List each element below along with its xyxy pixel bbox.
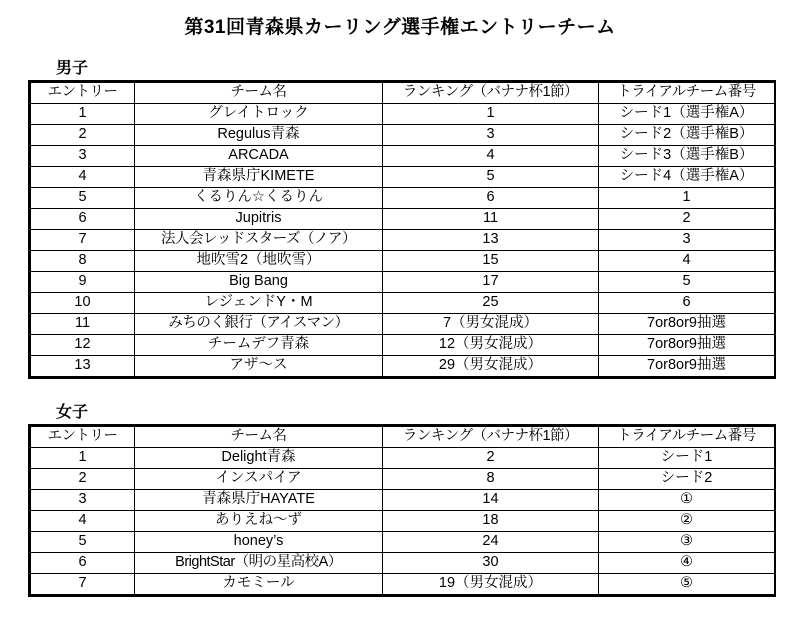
- cell-trial: 6: [599, 293, 775, 314]
- table-row: [31, 469, 775, 490]
- cell-entry: 6: [31, 553, 135, 574]
- cell-ranking: 18: [383, 511, 599, 532]
- cell-trial: ③: [599, 532, 775, 553]
- cell-team: 法人会レッドスターズ（ノア）: [135, 230, 383, 251]
- cell-team: グレイトロック: [135, 104, 383, 125]
- cell-ranking: 5: [383, 167, 599, 188]
- cell-ranking: 15: [383, 251, 599, 272]
- cell-trial: 4: [599, 251, 775, 272]
- cell-entry: 8: [31, 251, 135, 272]
- cell-trial: 5: [599, 272, 775, 293]
- cell-team: アザ〜ス: [135, 356, 383, 377]
- cell-trial: シード4（選手権A）: [599, 167, 775, 188]
- cell-entry: 6: [31, 209, 135, 230]
- cell-team: チームデフ青森: [135, 335, 383, 356]
- table-row: [31, 293, 775, 314]
- table-row: [31, 448, 775, 469]
- table-row: [31, 188, 775, 209]
- cell-trial: シード1: [599, 448, 775, 469]
- cell-trial: シード2: [599, 469, 775, 490]
- cell-entry: 7: [31, 230, 135, 251]
- cell-trial: ①: [599, 490, 775, 511]
- cell-team: ARCADA: [135, 146, 383, 167]
- table-row: [31, 335, 775, 356]
- table-row: [31, 146, 775, 167]
- column-header-team: チーム名: [135, 427, 383, 448]
- table-row: [31, 209, 775, 230]
- cell-entry: 1: [31, 448, 135, 469]
- cell-team: 青森県庁HAYATE: [135, 490, 383, 511]
- cell-ranking: 4: [383, 146, 599, 167]
- women-table-frame: [28, 424, 776, 597]
- cell-team: 地吹雪2（地吹雪）: [135, 251, 383, 272]
- column-header-entry: エントリー: [31, 427, 135, 448]
- cell-trial: ②: [599, 511, 775, 532]
- cell-entry: 13: [31, 356, 135, 377]
- cell-ranking: 24: [383, 532, 599, 553]
- cell-team: Regulus青森: [135, 125, 383, 146]
- cell-trial: シード1（選手権A）: [599, 104, 775, 125]
- cell-team: honey’s: [135, 532, 383, 553]
- section-men: [28, 55, 772, 379]
- cell-ranking: 25: [383, 293, 599, 314]
- column-header-ranking: ランキング（バナナ杯1節）: [383, 427, 599, 448]
- table-row: [31, 553, 775, 574]
- cell-ranking: 17: [383, 272, 599, 293]
- cell-entry: 1: [31, 104, 135, 125]
- cell-team: インスパイア: [135, 469, 383, 490]
- cell-ranking: 3: [383, 125, 599, 146]
- cell-team: 青森県庁KIMETE: [135, 167, 383, 188]
- table-row: [31, 356, 775, 377]
- cell-trial: ⑤: [599, 574, 775, 595]
- cell-ranking: 30: [383, 553, 599, 574]
- cell-trial: ④: [599, 553, 775, 574]
- column-header-entry: エントリー: [31, 83, 135, 104]
- cell-team: くるりん☆くるりん: [135, 188, 383, 209]
- cell-ranking: 7（男女混成）: [383, 314, 599, 335]
- cell-team: カモミール: [135, 574, 383, 595]
- table-header-row: [31, 427, 775, 448]
- cell-entry: 5: [31, 188, 135, 209]
- cell-entry: 11: [31, 314, 135, 335]
- cell-trial: シード3（選手権B）: [599, 146, 775, 167]
- cell-ranking: 1: [383, 104, 599, 125]
- table-row: [31, 532, 775, 553]
- cell-entry: 7: [31, 574, 135, 595]
- cell-team: レジェンドY・M: [135, 293, 383, 314]
- table-row: [31, 490, 775, 511]
- cell-team: BrightStar（明の星高校A）: [135, 553, 383, 574]
- cell-ranking: 19（男女混成）: [383, 574, 599, 595]
- cell-team: みちのく銀行（アイスマン）: [135, 314, 383, 335]
- cell-team: ありえね〜ず: [135, 511, 383, 532]
- column-header-ranking: ランキング（バナナ杯1節）: [383, 83, 599, 104]
- cell-ranking: 8: [383, 469, 599, 490]
- cell-ranking: 12（男女混成）: [383, 335, 599, 356]
- column-header-trial: トライアルチーム番号: [599, 427, 775, 448]
- cell-ranking: 14: [383, 490, 599, 511]
- cell-ranking: 13: [383, 230, 599, 251]
- cell-trial: 7or8or9抽選: [599, 314, 775, 335]
- cell-ranking: 29（男女混成）: [383, 356, 599, 377]
- cell-trial: 7or8or9抽選: [599, 356, 775, 377]
- cell-entry: 2: [31, 469, 135, 490]
- column-header-trial: トライアルチーム番号: [599, 83, 775, 104]
- cell-trial: 1: [599, 188, 775, 209]
- page-title: 第31回青森県カーリング選手権エントリーチーム: [184, 17, 616, 38]
- table-header-row: [31, 83, 775, 104]
- cell-entry: 10: [31, 293, 135, 314]
- cell-ranking: 2: [383, 448, 599, 469]
- section-women: [28, 399, 772, 597]
- cell-entry: 12: [31, 335, 135, 356]
- cell-ranking: 6: [383, 188, 599, 209]
- column-header-team: チーム名: [135, 83, 383, 104]
- cell-trial: シード2（選手権B）: [599, 125, 775, 146]
- women-entry-table: [30, 426, 775, 595]
- cell-trial: 7or8or9抽選: [599, 335, 775, 356]
- cell-team: Big Bang: [135, 272, 383, 293]
- cell-entry: 9: [31, 272, 135, 293]
- table-row: [31, 574, 775, 595]
- cell-team: Jupitris: [135, 209, 383, 230]
- table-row: [31, 167, 775, 188]
- cell-entry: 3: [31, 146, 135, 167]
- cell-trial: 2: [599, 209, 775, 230]
- cell-entry: 4: [31, 511, 135, 532]
- men-table-frame: [28, 80, 776, 379]
- table-row: [31, 272, 775, 293]
- cell-ranking: 11: [383, 209, 599, 230]
- cell-entry: 5: [31, 532, 135, 553]
- men-entry-table: [30, 82, 775, 377]
- table-row: [31, 230, 775, 251]
- cell-trial: 3: [599, 230, 775, 251]
- table-row: [31, 104, 775, 125]
- cell-team: Delight青森: [135, 448, 383, 469]
- cell-entry: 4: [31, 167, 135, 188]
- cell-entry: 2: [31, 125, 135, 146]
- section-label-men: 男子: [56, 60, 89, 77]
- table-row: [31, 251, 775, 272]
- table-row: [31, 125, 775, 146]
- cell-entry: 3: [31, 490, 135, 511]
- table-row: [31, 314, 775, 335]
- table-row: [31, 511, 775, 532]
- section-label-women: 女子: [56, 404, 89, 421]
